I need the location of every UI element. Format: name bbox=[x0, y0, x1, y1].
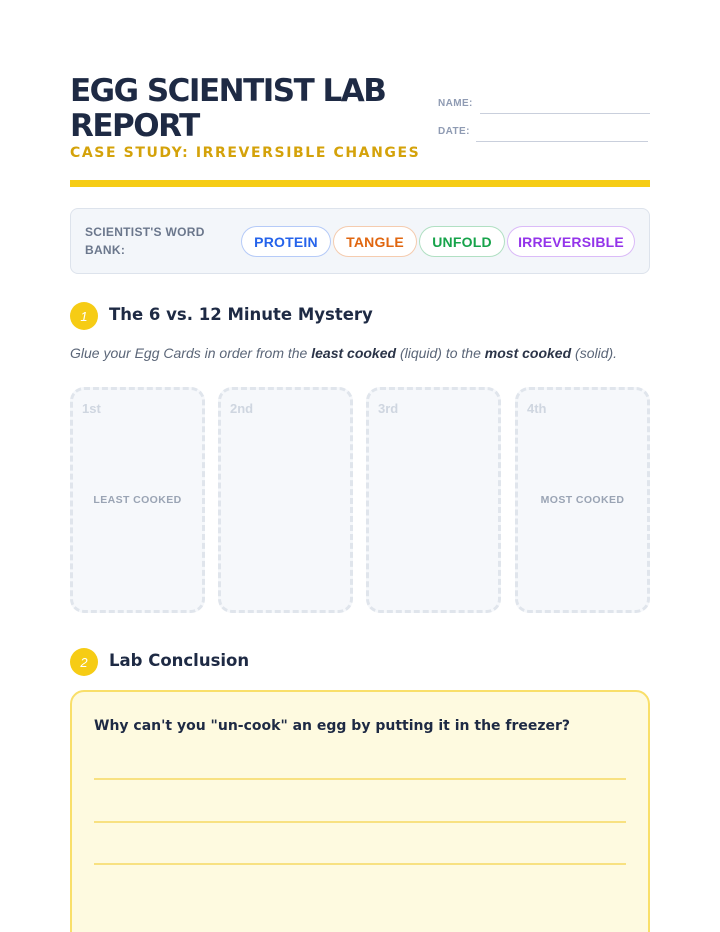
word-chip-text: TANGLE bbox=[346, 233, 404, 250]
card-slot-number: 1st bbox=[82, 401, 101, 416]
egg-card-slot-3[interactable] bbox=[366, 387, 501, 613]
name-field-line[interactable] bbox=[480, 113, 650, 114]
conclusion-box bbox=[70, 690, 650, 932]
answer-line[interactable] bbox=[94, 778, 626, 780]
word-bank-label: SCIENTIST'S WORD BANK: bbox=[85, 225, 205, 257]
date-field-line[interactable] bbox=[476, 141, 648, 142]
word-chip-text: IRREVERSIBLE bbox=[518, 233, 624, 250]
page-title: EGG SCIENTIST LAB REPORT bbox=[70, 73, 386, 144]
egg-card-slot-2[interactable] bbox=[218, 387, 353, 613]
answer-line[interactable] bbox=[94, 821, 626, 823]
section-title-mystery: The 6 vs. 12 Minute Mystery bbox=[109, 305, 373, 324]
word-chip-unfold bbox=[419, 226, 505, 257]
instruction-text: (solid). bbox=[571, 345, 618, 361]
answer-line[interactable] bbox=[94, 863, 626, 865]
card-slot-number: 4th bbox=[527, 401, 547, 416]
card-slot-number: 2nd bbox=[230, 401, 254, 416]
word-chip-tangle bbox=[333, 226, 417, 257]
word-bank bbox=[70, 208, 650, 274]
card-slot-number: 3rd bbox=[378, 401, 399, 416]
header-divider bbox=[70, 180, 650, 187]
instruction-text: Glue your Egg Cards in order from the bbox=[70, 345, 312, 361]
card-slot-caption: LEAST COOKED bbox=[93, 494, 182, 506]
card-slot-caption: MOST COOKED bbox=[540, 494, 625, 506]
egg-card-slot-1[interactable] bbox=[70, 387, 205, 613]
report-header bbox=[70, 74, 650, 174]
instruction-text: (liquid) to the bbox=[396, 345, 485, 361]
step-badge-2: 2 bbox=[70, 648, 98, 676]
conclusion-question: Why can't you "un-cook" an egg by putting it in the freezer? bbox=[94, 718, 571, 734]
instruction-emphasis-least: least cooked bbox=[311, 345, 397, 361]
page-subtitle: CASE STUDY: IRREVERSIBLE CHANGES bbox=[70, 145, 421, 161]
word-chip-protein bbox=[241, 226, 331, 257]
name-label: NAME: bbox=[438, 98, 473, 109]
glue-instructions bbox=[70, 345, 617, 361]
egg-card-slot-4[interactable] bbox=[515, 387, 650, 613]
step-badge-1: 1 bbox=[70, 302, 98, 330]
word-chip-text: UNFOLD bbox=[432, 233, 492, 250]
instruction-emphasis-most: most cooked bbox=[484, 345, 572, 361]
section-title-conclusion: Lab Conclusion bbox=[109, 651, 250, 670]
date-label: DATE: bbox=[438, 126, 470, 137]
word-chip-irreversible bbox=[507, 226, 635, 257]
word-chip-text: PROTEIN bbox=[254, 233, 318, 250]
